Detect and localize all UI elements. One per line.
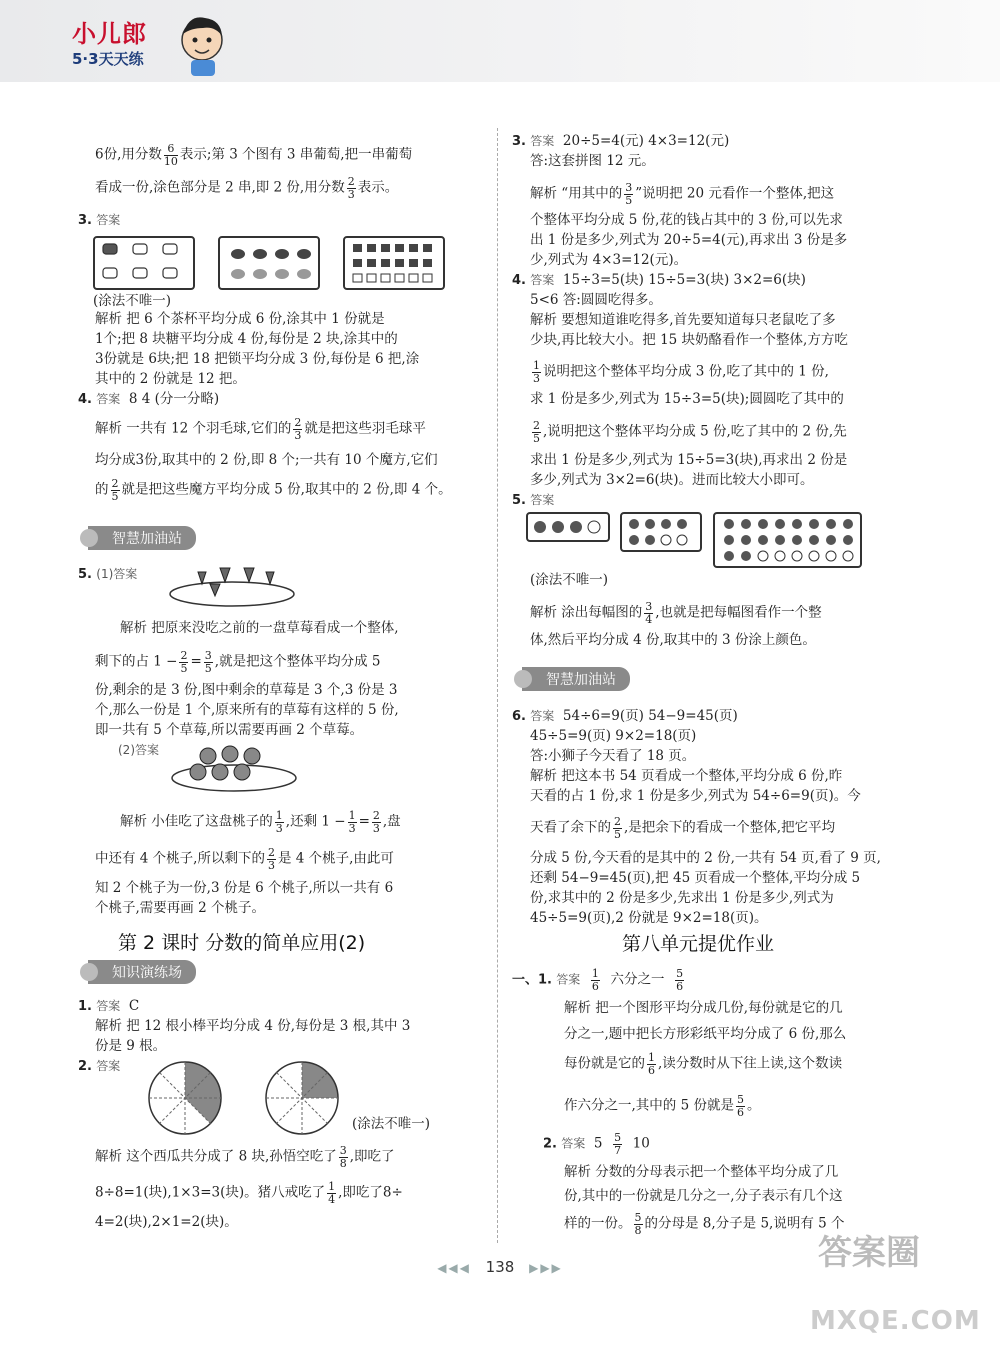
text-line: 解析 这个西瓜共分成了 8 块,孙悟空吃了 $\frac{3}{8}$ ,即吃了 <box>95 1144 395 1170</box>
fraction: $\frac{1}{6}$ <box>648 1051 655 1077</box>
prev-arrows-icon: ◀◀◀ <box>437 1261 471 1275</box>
text-line: 解析 一共有 12 个羽毛球,它们的 $\frac{2}{3}$ 就是把这些羽毛球平 <box>95 416 426 442</box>
question-3-label: 3. 答案 20÷5=4(元) 4×3=12(元) <box>512 133 730 149</box>
fraction: $\frac{2}{3}$ <box>372 809 380 835</box>
note: (涂法不唯一) <box>530 572 609 588</box>
text-line: 样的一份。 $\frac{5}{8}$ 的分母是 8,分子是 5,说明有 5 个 <box>564 1211 845 1237</box>
text-line: 答:小狮子今天看了 18 页。 <box>530 748 696 764</box>
question-4-label: 4. 答案 8 4 (分一分略) <box>78 391 220 407</box>
text-line: 解析 把一个图形平均分成几份,每份就是它的几 <box>564 1000 843 1016</box>
text-line: 天看了余下的 $\frac{2}{5}$ ,是把余下的看成一个整体,把它平均 <box>530 815 836 841</box>
text-line: 均分成3份,取其中的 2 份,即 8 个;一共有 10 个魔方,它们 <box>95 452 438 468</box>
fraction: $\frac{2}{3}$ <box>267 846 275 872</box>
fraction: $\frac{1}{4}$ <box>328 1180 336 1206</box>
fraction: $\frac{2}{5}$ <box>533 419 540 445</box>
text-line: 分成 5 份,今天看的是其中的 2 份,一共有 54 页,看了 9 页, <box>530 850 881 866</box>
text-line: 45÷5=9(页),2 份就是 9×2=18(页)。 <box>530 910 768 926</box>
text-line: 少,列式为 4×3=12(元)。 <box>530 252 688 268</box>
text-line: 每份就是它的 $\frac{1}{6}$ ,读分数时从下往上读,这个数读 <box>564 1051 843 1077</box>
text-line: 解析 要想知道谁吃得多,首先要知道每只老鼠吃了多 <box>530 312 836 328</box>
text-line: 份,其中的一份就是几分之一,分子表示有几个这 <box>564 1188 843 1204</box>
fraction: $\frac{3}{8}$ <box>339 1144 347 1170</box>
fraction: $\frac{2}{5}$ <box>614 815 621 841</box>
text-line: 多少,列式为 3×2=6(块)。进而比较大小即可。 <box>530 472 814 488</box>
fraction: $\frac{1}{6}$ <box>591 967 599 993</box>
column-divider <box>497 128 498 1243</box>
text-line: 求 1 份是多少,列式为 15÷3=5(块);圆圆吃了其中的 <box>530 391 844 407</box>
page-header <box>0 0 1000 82</box>
fraction: $\frac{5}{6}$ <box>676 967 684 993</box>
note: (涂法不唯一) <box>93 293 172 309</box>
fraction: $\frac{1}{3}$ <box>275 809 283 835</box>
fraction: $\frac{2}{5}$ <box>180 649 188 675</box>
lesson-title: 第 2 课时 分数的简单应用(2) <box>118 932 366 954</box>
text-line: 4=2(块),2×1=2(块)。 <box>95 1214 238 1230</box>
fraction: $\frac{3}{4}$ <box>645 600 653 626</box>
text-line: 解析 分数的分母表示把一个整体平均分成了几 <box>564 1164 839 1180</box>
text-line: 解析 涂出每幅图的 $\frac{3}{4}$ ,也就是把每幅图看作一个整 <box>530 600 822 626</box>
strawberry-plate-picture <box>168 560 296 608</box>
text-line: 作六分之一,其中的 5 份就是 $\frac{5}{6}$ 。 <box>564 1093 761 1119</box>
question-1-1-label: 一、1. 答案 $\frac{1}{6}$ 六分之一 $\frac{5}{6}$ <box>512 967 684 993</box>
text-line: 其中的 2 份就是 12 把。 <box>95 371 246 387</box>
fraction: $\frac{1}{3}$ <box>533 359 540 385</box>
text-line: $\frac{1}{3}$ 说明把这个整体平均分成 3 份,吃了其中的 1 份, <box>533 359 829 385</box>
fruit-icons <box>622 514 700 550</box>
question-5-label: 5. 答案 <box>512 493 555 508</box>
lock-icons <box>345 238 443 288</box>
text-line: 剩下的占 1 − $\frac{2}{5}$ = $\frac{3}{5}$ ,就是把这个整体平均分成 5 <box>95 649 381 675</box>
question-5-label: 5. (1)答案 <box>78 567 138 582</box>
teacups-picture <box>93 236 195 290</box>
text-line: 即一共有 5 个草莓,所以需要再画 2 个草莓。 <box>95 722 364 738</box>
fraction: $\frac{1}{3}$ <box>348 809 356 835</box>
peach-plate-picture <box>168 738 300 794</box>
fraction: $\frac{5}{6}$ <box>736 1093 744 1119</box>
text-line: 知 2 个桃子为一份,3 份是 6 个桃子,所以一共有 6 <box>95 880 394 896</box>
fraction: $\frac{2}{5}$ <box>111 477 119 503</box>
text-line: 解析 把 6 个茶杯平均分成 6 份,涂其中 1 份就是 <box>95 311 385 327</box>
question-4-label: 4. 答案 15÷3=5(块) 15÷5=3(块) 3×2=6(块) <box>512 272 806 288</box>
picture-box-4 <box>526 512 610 542</box>
picture-box-8 <box>620 512 702 552</box>
section-tab-practice: 知识演练场 <box>88 960 196 984</box>
text-line: 分之一,题中把长方形彩纸平均分成了 6 份,那么 <box>564 1026 847 1042</box>
fraction: $\frac{6}{10}$ <box>163 142 178 168</box>
page-number: 138 <box>485 1258 515 1276</box>
text-line: 1个;把 8 块糖平均分成 4 份,每份是 2 块,涂其中的 <box>95 331 398 347</box>
text-line: 答:这套拼图 12 元。 <box>530 153 655 169</box>
fraction: $\frac{5}{8}$ <box>634 1211 642 1237</box>
text-line: 份,剩余的是 3 份,图中剩余的草莓是 3 个,3 份是 3 <box>95 682 398 698</box>
question-1-label: 1. 答案 C <box>78 998 140 1014</box>
text-line: 个桃子,需要再画 2 个桃子。 <box>95 900 265 916</box>
text-line: 解析 把原来没吃之前的一盘草莓看成一个整体, <box>120 620 399 636</box>
answer-label: (2)答案 <box>118 743 159 757</box>
question-2-label: 2. 答案 <box>78 1059 121 1074</box>
fruit-icons <box>715 514 860 566</box>
brand-subtitle: 5·3天天练 <box>72 50 144 68</box>
watermark-stamp: 答案圈 <box>818 1233 920 1273</box>
text-line: 出 1 份是多少,列式为 20÷5=4(元),再求出 3 份是多 <box>530 232 848 248</box>
fraction: $\frac{5}{7}$ <box>614 1131 622 1157</box>
section-tab-wisdom-right: 智慧加油站 <box>522 667 630 691</box>
text-line: 天看的占 1 份,求 1 份是多少,列式为 54÷6=9(页)。今 <box>530 788 861 804</box>
fraction: $\frac{3}{5}$ <box>625 181 633 207</box>
text-line: 解析 把这本书 54 页看成一个整体,平均分成 6 份,昨 <box>530 768 843 784</box>
text-line: 8÷8=1(块),1×3=3(块)。猪八戒吃了 $\frac{1}{4}$ ,即吃了8÷ <box>95 1180 403 1206</box>
text-line: 5<6 答:圆圆吃得多。 <box>530 292 662 308</box>
text-line: 3份就是 6块;把 18 把锁平均分成 3 份,每份是 6 把,涂 <box>95 351 420 367</box>
text-line: 45÷5=9(页) 9×2=18(页) <box>530 728 697 744</box>
text-line: 看成一份,涂色部分是 2 串,即 2 份,用分数 $\frac{2}{3}$ 表示。 <box>95 175 399 201</box>
fraction: $\frac{2}{3}$ <box>294 416 302 442</box>
note: (涂法不唯一) <box>352 1116 431 1132</box>
text-line: 解析 “用其中的 $\frac{3}{5}$ ”说明把 20 元看作一个整体,把这 <box>530 181 835 207</box>
candies-picture <box>218 236 320 290</box>
text-line: 个,那么一份是 1 个,原来所有的草莓有这样的 5 份, <box>95 702 399 718</box>
text-line: 求出 1 份是多少,列式为 15÷5=3(块),再求出 2 份是 <box>530 452 848 468</box>
next-arrows-icon: ▶▶▶ <box>529 1261 563 1275</box>
section-tab-wisdom: 智慧加油站 <box>88 526 196 550</box>
text-line: 解析 小佳吃了这盘桃子的 $\frac{1}{3}$ ,还剩 1 − $\frac{1}{3}$ = $\frac{2}{3}$ ,盘 <box>120 809 401 835</box>
teacup-icons <box>95 238 193 288</box>
fruit-icons <box>528 514 608 540</box>
text-line: 份是 9 根。 <box>95 1038 167 1054</box>
watermelon-circle-1-4 <box>262 1058 342 1138</box>
question-3-label: 3. 答案 <box>78 213 121 228</box>
fraction: $\frac{2}{3}$ <box>347 175 355 201</box>
question-6-label: 6. 答案 54÷6=9(页) 54−9=45(页) <box>512 708 738 724</box>
text-line: $\frac{2}{5}$ ,说明把这个整体平均分成 5 份,吃了其中的 2 份,先 <box>533 419 847 445</box>
text-line: 6份,用分数 $\frac{6}{10}$ 表示;第 3 个图有 3 串葡萄,把一串葡萄 <box>95 142 413 168</box>
fraction: $\frac{3}{5}$ <box>204 649 212 675</box>
candy-icons <box>220 238 318 288</box>
text-line: 还剩 54−9=45(页),把 45 页看成一个整体,平均分成 5 <box>530 870 861 886</box>
unit-title: 第八单元提优作业 <box>622 933 775 955</box>
brand-logo-text: 小儿郎 <box>72 20 147 48</box>
text-line: 中还有 4 个桃子,所以剩下的 $\frac{2}{3}$ 是 4 个桃子,由此可 <box>95 846 394 872</box>
watermelon-circle-3-8 <box>145 1058 225 1138</box>
text-line: 解析 把 12 根小棒平均分成 4 份,每份是 3 根,其中 3 <box>95 1018 411 1034</box>
text-line: 体,然后平均分成 4 份,取其中的 3 份涂上颜色。 <box>530 632 816 648</box>
text-line: 个整体平均分成 5 份,花的钱占其中的 3 份,可以先求 <box>530 212 843 228</box>
picture-box-16 <box>713 512 862 568</box>
locks-picture <box>343 236 445 290</box>
text-line: 的 $\frac{2}{5}$ 就是把这些魔方平均分成 5 份,取其中的 2 份,即 4 个。 <box>95 477 452 503</box>
mascot-icon <box>175 12 230 77</box>
watermark-url: MXQE.COM <box>810 1306 981 1336</box>
text-line: 少块,再比较大小。把 15 块奶酪看作一个整体,方方吃 <box>530 332 848 348</box>
question-1-2-label: 2. 答案 5 $\frac{5}{7}$ 10 <box>543 1131 650 1157</box>
text-line: 份,求其中的 2 份是多少,先求出 1 份是多少,列式为 <box>530 890 834 906</box>
